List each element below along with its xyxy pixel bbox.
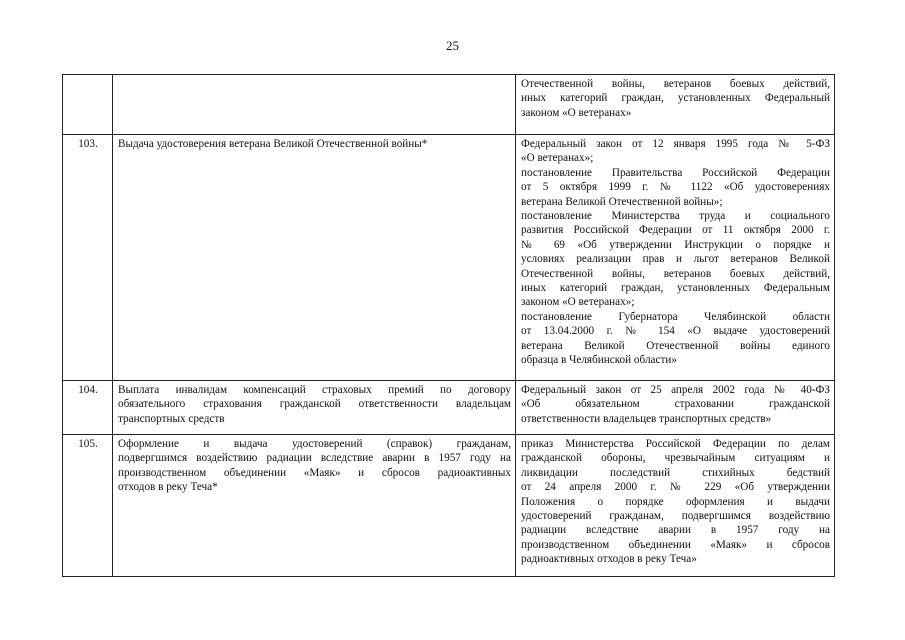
text-line: Оформление и выдача удостоверений (справок) гражданам, <box>118 438 511 450</box>
text-line: постановление Правительства Российской Федерации <box>521 166 830 179</box>
row-number: 104. <box>63 381 113 435</box>
text-line: транспортных средств <box>118 412 225 425</box>
text-line: ответственности владельцев транспортных средств» <box>521 412 772 425</box>
legal-basis-cell <box>516 75 835 135</box>
table-row <box>63 381 835 435</box>
text-line: гражданской обороны, чрезвычайным ситуациям и <box>521 452 830 465</box>
text-line: от 13.04.2000 г. № 154 «О выдаче удостоверений <box>521 325 830 338</box>
text-line: приказ Министерства Российской Федерации по делам <box>521 438 830 450</box>
text-line: производственном объединении «Маяк» и сбросов <box>521 538 830 551</box>
text-line: производственном объединении «Маяк» и сбросов радиоактивных <box>118 466 511 479</box>
text-line: постановление Губернатора Челябинской области <box>521 310 830 323</box>
text-line: образца в Челябинской области» <box>521 354 677 367</box>
text-line: № 69 «Об утверждении Инструкции о порядке и <box>521 238 830 251</box>
text-line: удостоверений гражданам, подвергшимся воздействию <box>521 510 830 523</box>
text-line: Выплата инвалидам компенсаций страховых премий по договору <box>118 384 511 396</box>
text-line: постановление Министерства труда и социального <box>521 210 830 223</box>
page-number: 25 <box>446 38 459 53</box>
table-row <box>63 75 835 135</box>
service-name-cell <box>113 135 516 381</box>
text-line: радиации вследствие аварии в 1957 году на <box>521 524 830 537</box>
text-line: законом «О ветеранах» <box>521 106 632 119</box>
text-line: Выдача удостоверения ветерана Великой Отечественной войны* <box>118 138 428 150</box>
text-line: Федеральный закон от 12 января 1995 года № 5-ФЗ <box>521 138 830 150</box>
text-line: Отечественной войны, ветеранов боевых действий, <box>521 267 830 280</box>
text-line: ветерана Великой Отечественной войны единого <box>521 339 830 352</box>
text-line: радиоактивных отходов в реку Теча» <box>521 553 697 566</box>
text-line: Отечественной войны, ветеранов боевых действий, <box>521 78 830 90</box>
legal-basis-cell <box>516 135 835 381</box>
text-line: отходов в реку Теча* <box>118 481 218 494</box>
legal-basis-cell <box>516 435 835 577</box>
service-name-cell <box>113 75 516 135</box>
text-line: от 5 октября 1999 г. № 1122 «Об удостоверениях <box>521 181 830 194</box>
text-line: ветерана Великой Отечественной войны»; <box>521 195 723 208</box>
service-name-cell <box>113 435 516 577</box>
text-line: обязательного страхования гражданской ответственности владельцам <box>118 398 511 411</box>
table-row <box>63 135 835 381</box>
text-line: условиях реализации прав и льгот ветеранов Великой <box>521 253 830 266</box>
text-line: иных категорий граждан, установленных Федеральным <box>521 282 830 295</box>
text-line: от 24 апреля 2000 г. № 229 «Об утверждении <box>521 481 830 494</box>
text-line: Федеральный закон от 25 апреля 2002 года № 40-ФЗ <box>521 384 830 396</box>
row-number: 105. <box>63 435 113 577</box>
row-number: 103. <box>63 135 113 381</box>
text-line: Положения о порядке оформления и выдачи <box>521 495 830 508</box>
text-line: иных категорий граждан, установленных Федеральный <box>521 92 830 105</box>
text-line: законом «О ветеранах»; <box>521 296 635 309</box>
row-number <box>63 75 113 135</box>
table-row <box>63 435 835 577</box>
text-line: «Об обязательном страховании гражданской <box>521 398 830 411</box>
text-line: развития Российской Федерации от 11 октября 2000 г. <box>521 224 830 237</box>
text-line: «О ветеранах»; <box>521 152 594 165</box>
legal-basis-cell <box>516 381 835 435</box>
service-name-cell <box>113 381 516 435</box>
text-line: ликвидации последствий стихийных бедствий <box>521 466 830 479</box>
services-table <box>62 74 835 577</box>
text-line: подвергшимся воздействию радиации вследствие аварии в 1957 году на <box>118 452 511 465</box>
